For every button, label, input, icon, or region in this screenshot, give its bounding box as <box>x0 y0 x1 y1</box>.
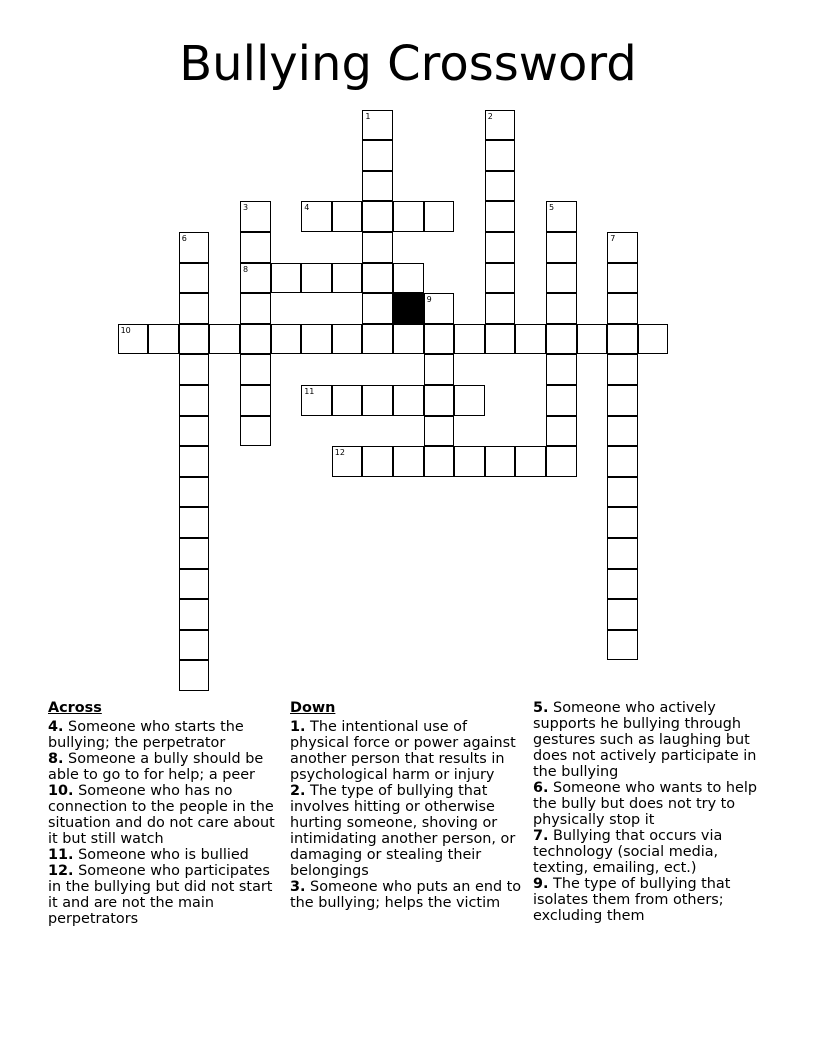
grid-cell[interactable] <box>546 324 577 355</box>
grid-cell[interactable] <box>485 201 516 232</box>
grid-cell[interactable] <box>607 416 638 447</box>
grid-cell[interactable] <box>179 660 210 691</box>
grid-cell[interactable] <box>424 293 455 324</box>
grid-cell[interactable] <box>607 477 638 508</box>
grid-cell[interactable] <box>209 324 240 355</box>
grid-cell[interactable] <box>607 324 638 355</box>
grid-cell[interactable] <box>485 140 516 171</box>
grid-cell[interactable] <box>638 324 669 355</box>
grid-cell[interactable] <box>362 201 393 232</box>
grid-cell[interactable] <box>485 263 516 294</box>
down-clue: 5. Someone who actively supports he bullying through gestures such as laughing but does not actively participate in the bullying <box>533 700 757 780</box>
grid-cell[interactable] <box>485 232 516 263</box>
grid-cell[interactable] <box>424 324 455 355</box>
down-clue: 2. The type of bullying that involves hitting or otherwise hurting someone, shoving or intimidating another person, or damaging or stealing their belongings <box>290 783 516 879</box>
clue-number: 5 <box>549 203 555 213</box>
grid-cell[interactable] <box>607 293 638 324</box>
grid-cell[interactable] <box>362 385 393 416</box>
across-clue: 11. Someone who is bullied <box>48 847 249 863</box>
grid-cell[interactable] <box>424 416 455 447</box>
down-clue: 6. Someone who wants to help the bully but does not try to physically stop it <box>533 780 758 828</box>
grid-cell[interactable] <box>362 263 393 294</box>
grid-cell[interactable] <box>179 263 210 294</box>
grid-cell[interactable] <box>240 385 271 416</box>
grid-cell[interactable] <box>393 201 424 232</box>
grid-cell[interactable] <box>362 140 393 171</box>
grid-cell[interactable] <box>362 110 393 141</box>
grid-cell[interactable] <box>607 599 638 630</box>
grid-cell[interactable] <box>179 569 210 600</box>
grid-cell[interactable] <box>454 446 485 477</box>
grid-cell[interactable] <box>393 324 424 355</box>
grid-cell[interactable] <box>485 171 516 202</box>
clue-number: 4 <box>304 203 310 213</box>
clue-number: 7 <box>610 234 616 243</box>
grid-cell[interactable] <box>179 630 210 661</box>
grid-cell[interactable] <box>179 446 210 477</box>
clue-number: 2 <box>487 111 493 121</box>
across-clue: 12. Someone who participates in the bullying but did not start it and are not the main perpetrators <box>48 863 273 927</box>
grid-cell[interactable] <box>515 446 546 477</box>
grid-cell[interactable] <box>179 385 210 416</box>
grid-cell[interactable] <box>362 171 393 202</box>
grid-cell[interactable] <box>485 110 516 141</box>
grid-cell[interactable] <box>424 354 455 385</box>
grid-cell[interactable] <box>240 354 271 385</box>
clue-number: 9 <box>426 295 432 305</box>
across-clue: 8. Someone a bully should be able to go to for help; a peer <box>48 751 264 783</box>
grid-cell[interactable] <box>179 293 210 324</box>
grid-cell[interactable] <box>424 385 455 416</box>
clue-number: 8 <box>243 264 249 274</box>
across-clues <box>48 700 284 927</box>
across-clue: 4. Someone who starts the bullying; the perpetrator <box>48 719 244 751</box>
across-clue: 10. Someone who has no connection to the people in the situation and do not care about it but still watch <box>48 783 275 847</box>
grid-cell[interactable] <box>240 232 271 263</box>
down-clue: 7. Bullying that occurs via technology (social media, texting, emailing, ect.) <box>533 828 723 876</box>
across-heading: Across <box>48 700 102 716</box>
down-clue: 3. Someone who puts an end to the bullying; helps the victim <box>290 879 522 911</box>
clue-number: 3 <box>243 203 249 213</box>
grid-cell[interactable] <box>454 385 485 416</box>
grid-cell[interactable] <box>118 324 149 355</box>
grid-cell[interactable] <box>607 569 638 600</box>
grid-cell[interactable] <box>546 446 577 477</box>
grid-cell[interactable] <box>179 354 210 385</box>
grid-cell[interactable] <box>577 324 608 355</box>
grid-cell[interactable] <box>301 385 332 416</box>
grid-cell[interactable] <box>332 324 363 355</box>
grid-cell[interactable] <box>546 263 577 294</box>
grid-cell[interactable] <box>362 324 393 355</box>
grid-cell[interactable] <box>332 201 363 232</box>
grid-cell[interactable] <box>607 385 638 416</box>
grid-cell[interactable] <box>393 385 424 416</box>
grid-cell[interactable] <box>607 354 638 385</box>
clue-number: 1 <box>365 111 371 121</box>
grid-cell[interactable] <box>301 201 332 232</box>
down-heading: Down <box>290 700 336 716</box>
black-cell <box>393 293 424 324</box>
clue-number: 12 <box>334 448 345 458</box>
page-title: Bullying Crossword <box>179 36 637 92</box>
down-clues <box>290 700 526 911</box>
grid-cell[interactable] <box>607 232 638 263</box>
grid-cell[interactable] <box>485 324 516 355</box>
grid-cell[interactable] <box>301 324 332 355</box>
down-clues-continued <box>533 700 773 924</box>
grid-cell[interactable] <box>485 446 516 477</box>
grid-cell[interactable] <box>454 324 485 355</box>
grid-cell[interactable] <box>607 263 638 294</box>
grid-cell[interactable] <box>271 263 302 294</box>
grid-cell[interactable] <box>179 507 210 538</box>
grid-cell[interactable] <box>393 263 424 294</box>
grid-cell[interactable] <box>607 630 638 661</box>
grid-cell[interactable] <box>362 293 393 324</box>
clue-number: 10 <box>120 325 131 335</box>
grid-cell[interactable] <box>332 263 363 294</box>
grid-cell[interactable] <box>485 293 516 324</box>
grid-cell[interactable] <box>179 324 210 355</box>
down-clue: 9. The type of bullying that isolates them from others; excluding them <box>533 876 731 924</box>
grid-cell[interactable] <box>240 293 271 324</box>
grid-cell[interactable] <box>607 507 638 538</box>
grid-cell[interactable] <box>393 446 424 477</box>
clue-number: 11 <box>304 387 315 396</box>
grid-cell[interactable] <box>179 232 210 263</box>
down-clue: 1. The intentional use of physical force or power against another person that results in psychological harm or injury <box>290 719 516 783</box>
grid-cell[interactable] <box>515 324 546 355</box>
grid-cell[interactable] <box>362 446 393 477</box>
grid-cell[interactable] <box>240 263 271 294</box>
grid-cell[interactable] <box>424 201 455 232</box>
grid-cell[interactable] <box>179 599 210 630</box>
grid-cell[interactable] <box>607 538 638 569</box>
grid-cell[interactable] <box>179 416 210 447</box>
grid-cell[interactable] <box>301 263 332 294</box>
grid-cell[interactable] <box>546 385 577 416</box>
grid-cell[interactable] <box>546 354 577 385</box>
grid-cell[interactable] <box>240 324 271 355</box>
grid-cell[interactable] <box>271 324 302 355</box>
grid-cell[interactable] <box>546 201 577 232</box>
grid-cell[interactable] <box>332 385 363 416</box>
grid-cell[interactable] <box>546 416 577 447</box>
grid-cell[interactable] <box>179 538 210 569</box>
clue-number: 6 <box>181 234 187 243</box>
grid-cell[interactable] <box>424 446 455 477</box>
grid-cell[interactable] <box>240 416 271 447</box>
grid-cell[interactable] <box>546 293 577 324</box>
grid-cell[interactable] <box>179 477 210 508</box>
grid-cell[interactable] <box>546 232 577 263</box>
grid-cell[interactable] <box>240 201 271 232</box>
grid-cell[interactable] <box>362 232 393 263</box>
grid-cell[interactable] <box>607 446 638 477</box>
grid-cell[interactable] <box>332 446 363 477</box>
grid-cell[interactable] <box>148 324 179 355</box>
